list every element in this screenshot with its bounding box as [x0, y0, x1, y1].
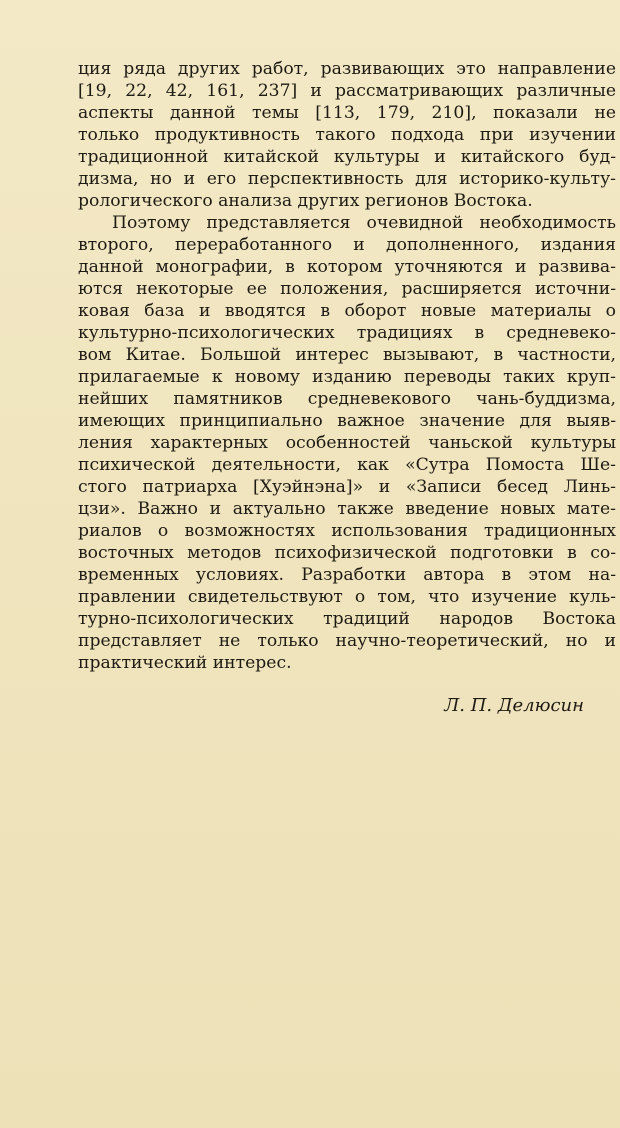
- text-line: ления характерных особенностей чаньской культуры: [78, 433, 616, 453]
- text-line: вом Китае. Большой интерес вызывают, в частности,: [78, 345, 616, 365]
- text-line: нейших памятников средневекового чань-буддизма,: [78, 389, 616, 409]
- text-line: временных условиях. Разработки автора в этом на-: [78, 565, 616, 585]
- text-line: ковая база и вводятся в оборот новые материалы о: [78, 301, 616, 321]
- text-line: дизма, но и его перспективность для историко-культу-: [78, 169, 616, 189]
- body-text: [78, 58, 616, 674]
- text-line: риалов о возможностях использования традиционных: [78, 521, 616, 541]
- text-line: [19, 22, 42, 161, 237] и рассматривающих различные: [78, 81, 616, 101]
- text-line: практический интерес.: [78, 653, 292, 673]
- text-line: аспекты данной темы [113, 179, 210], показали не: [78, 103, 616, 123]
- author-signature: Л. П. Делюсин: [444, 695, 584, 716]
- text-line: представляет не только научно-теоретический, но и: [78, 631, 616, 651]
- text-line: правлении свидетельствуют о том, что изучение куль-: [78, 587, 616, 607]
- text-line: цзи». Важно и актуально также введение новых мате-: [78, 499, 616, 519]
- text-line: имеющих принципиально важное значение для выяв-: [78, 411, 616, 431]
- text-line: только продуктивность такого подхода при изучении: [78, 125, 616, 145]
- text-line: традиционной китайской культуры и китайского буд-: [78, 147, 616, 167]
- text-line: турно-психологических традиций народов Востока: [78, 609, 616, 629]
- text-line: стого патриарха [Хуэйнэна]» и «Записи бесед Линь-: [78, 477, 616, 497]
- text-line: ция ряда других работ, развивающих это направление: [78, 59, 616, 79]
- text-line: психической деятельности, как «Сутра Помоста Ше-: [78, 455, 616, 475]
- text-line: данной монографии, в котором уточняются и развива-: [78, 257, 616, 277]
- text-line: рологического анализа других регионов Востока.: [78, 191, 533, 211]
- text-line: ются некоторые ее положения, расширяется источни-: [78, 279, 616, 299]
- text-line: второго, переработанного и дополненного, издания: [78, 235, 616, 255]
- text-line: восточных методов психофизической подготовки в со-: [78, 543, 616, 563]
- text-line: прилагаемые к новому изданию переводы таких круп-: [78, 367, 616, 387]
- text-line: культурно-психологических традициях в средневеко-: [78, 323, 616, 343]
- text-line: Поэтому представляется очевидной необходимость: [112, 213, 616, 233]
